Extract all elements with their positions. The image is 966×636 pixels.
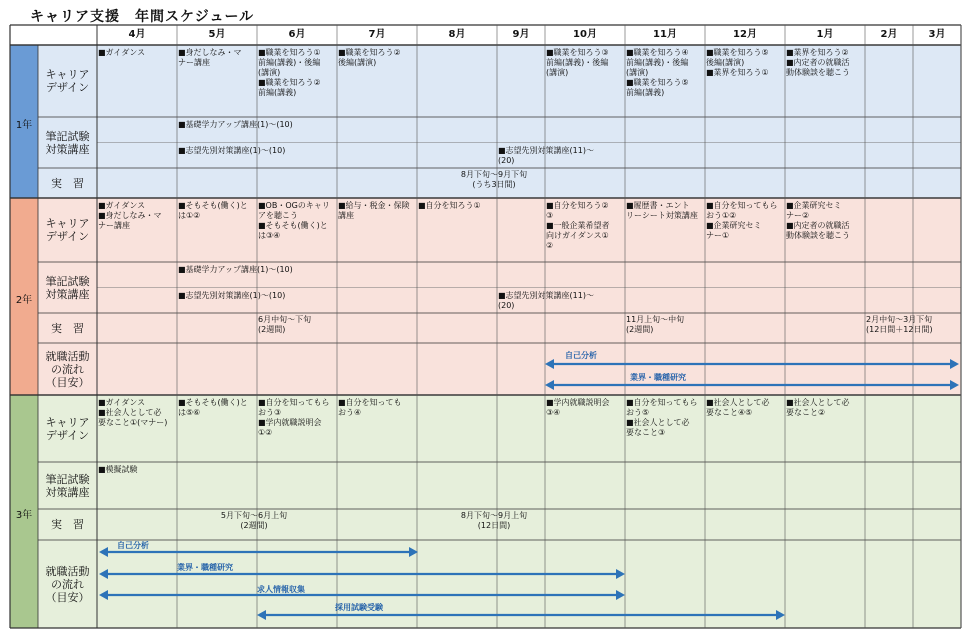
- schedule-cell: ■模擬試験: [98, 465, 138, 474]
- row-category: キャリア デザイン: [45, 415, 90, 442]
- schedule-cell: ■志望先別対策講座(1)～(10): [178, 145, 286, 155]
- arrow-label: 業界・職種研究: [177, 563, 233, 572]
- month-header-2: 5月: [208, 29, 226, 40]
- schedule-cell: ■ガイダンス: [98, 48, 146, 57]
- schedule-cell: ■職業を知ろう⑤ 後編(講演) ■業界を知ろう①: [706, 48, 769, 77]
- month-header-5: 8月: [448, 29, 466, 40]
- schedule-cell: ■ガイダンス ■身だしなみ・マ ナー講座: [98, 201, 162, 230]
- arrow-label: 自己分析: [565, 351, 597, 360]
- row-category: 実 習: [51, 321, 84, 335]
- year-label: 1年: [15, 119, 33, 131]
- row-category: 実 習: [51, 518, 84, 531]
- schedule-cell: ■自分を知ってもら おう⑤ ■社会人として必 要なこと③: [626, 398, 698, 437]
- schedule-cell: 8月下旬～9月上旬 (12日間): [460, 511, 528, 530]
- schedule-cell: ■自分を知ろう② ③ ■一般企業希望者 向けガイダンス① ②: [546, 201, 610, 250]
- row-category: キャリア デザイン: [45, 217, 90, 243]
- schedule-cell: ■そもそも(働く)と は⑤⑥: [178, 398, 248, 417]
- schedule-cell: ■履歴書・エント リーシート対策講座: [626, 201, 698, 220]
- schedule-cell: 8月下旬～9月下旬 (うち3日間): [460, 170, 528, 189]
- schedule-cell: ■自分を知ってもら おう③ ■学内就職説明会 ①②: [258, 398, 330, 437]
- schedule-cell: 2月中旬～3月下旬 (12日間＋12日間): [866, 315, 933, 334]
- month-header-6: 9月: [512, 29, 530, 40]
- year-label: 2年: [15, 294, 33, 306]
- schedule-cell: ■志望先別対策講座(1)～(10): [178, 290, 286, 300]
- month-header-11: 2月: [880, 29, 898, 40]
- schedule-cell: ■自分を知ってもら おう①② ■企業研究セミ ナー①: [706, 201, 778, 240]
- schedule-cell: ■基礎学力アップ講座(1)～(10): [178, 265, 293, 274]
- schedule-cell: ■給与・税金・保険 講座: [338, 201, 410, 220]
- schedule-cell: ■職業を知ろう② 後編(講演): [338, 48, 401, 67]
- month-header-9: 12月: [733, 29, 757, 40]
- arrow-label: 採用試験受験: [335, 603, 383, 612]
- schedule-cell: ■社会人として必 要なこと②: [786, 398, 850, 417]
- schedule-cell: ■学内就職説明会 ③④: [546, 398, 610, 417]
- arrow-label: 業界・職種研究: [630, 373, 686, 382]
- schedule-cell: 11月上旬～中旬 (2週間): [626, 315, 685, 334]
- year-label: 3年: [15, 509, 33, 521]
- month-header-4: 7月: [368, 29, 386, 40]
- month-header-3: 6月: [288, 29, 306, 40]
- month-header-1: 4月: [128, 29, 146, 40]
- schedule-cell: 5月下旬～6月上旬 (2週間): [220, 511, 288, 530]
- schedule-cell: ■社会人として必 要なこと④⑤: [706, 398, 770, 417]
- schedule-cell: ■職業を知ろう④ 前編(講義)・後編 (講演) ■職業を知ろう⑤ 前編(講義): [626, 48, 689, 97]
- month-header-8: 11月: [653, 29, 677, 40]
- schedule-cell: ■ガイダンス ■社会人として必 要なこと①(マナー): [98, 398, 168, 427]
- row-category: 筆記試験 対策講座: [45, 472, 90, 499]
- schedule-cell: ■自分を知ろう①: [418, 201, 481, 210]
- schedule-cell: ■企業研究セミ ナー② ■内定者の就職活 動体験談を聴こう: [786, 201, 850, 240]
- schedule-cell: ■志望先別対策講座(11)～ (20): [498, 145, 594, 165]
- row-category: 就職活動 の流れ （目安）: [45, 349, 90, 389]
- month-header-10: 1月: [816, 29, 834, 40]
- schedule-cell: ■志望先別対策講座(11)～ (20): [498, 290, 594, 310]
- month-header-7: 10月: [573, 29, 597, 40]
- schedule-cell: ■基礎学力アップ講座(1)～(10): [178, 120, 293, 129]
- schedule-cell: ■職業を知ろう③ 前編(講義)・後編 (講演): [546, 48, 609, 77]
- row-category: キャリア デザイン: [45, 68, 90, 94]
- row-category: 実 習: [51, 176, 84, 190]
- schedule-cell: ■そもそも(働く)と は①②: [178, 201, 248, 220]
- row-category: 就職活動 の流れ （目安）: [45, 564, 90, 604]
- schedule-cell: ■OB・OGのキャリ アを聴こう ■そもそも(働く)と は③④: [258, 201, 330, 240]
- schedule-cell: ■職業を知ろう① 前編(講義)・後編 (講演) ■職業を知ろう② 前編(講義): [258, 48, 321, 97]
- page-title: キャリア支援 年間スケジュール: [30, 9, 255, 25]
- schedule-cell: ■業界を知ろう② ■内定者の就職活 動体験談を聴こう: [786, 48, 850, 77]
- row-category: 筆記試験 対策講座: [45, 274, 90, 301]
- arrow-label: 自己分析: [117, 541, 149, 550]
- schedule-cell: ■身だしなみ・マ ナー講座: [178, 48, 242, 67]
- row-category: 筆記試験 対策講座: [45, 129, 90, 156]
- arrow-label: 求人情報収集: [257, 585, 305, 594]
- schedule-cell: 6月中旬～下旬 (2週間): [258, 315, 312, 334]
- schedule-cell: ■自分を知っても おう④: [338, 398, 402, 417]
- month-header-12: 3月: [928, 29, 946, 40]
